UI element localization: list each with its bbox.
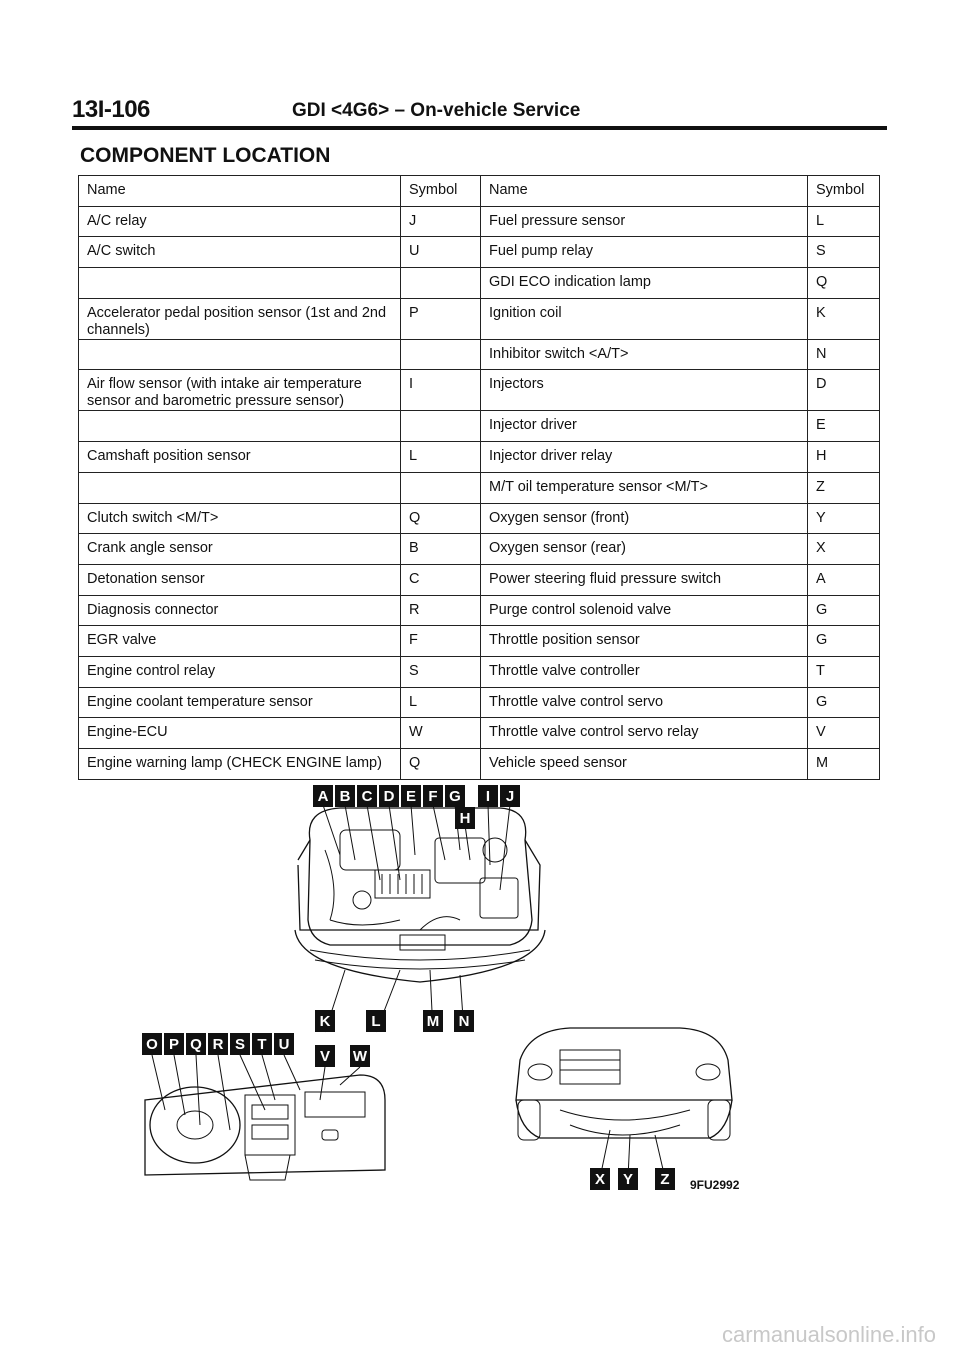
component-name: EGR valve — [79, 626, 401, 657]
callout-label — [350, 1045, 370, 1067]
component-symbol: Q — [401, 749, 481, 780]
component-symbol: Z — [808, 472, 880, 503]
component-symbol: G — [808, 595, 880, 626]
component-symbol: L — [401, 687, 481, 718]
component-name: Engine warning lamp (CHECK ENGINE lamp) — [79, 749, 401, 780]
callout-letter: Y — [622, 1171, 634, 1188]
component-symbol: I — [401, 370, 481, 411]
callout-label — [142, 1033, 162, 1055]
component-symbol: E — [808, 411, 880, 442]
component-name: A/C relay — [79, 206, 401, 237]
component-name: Air flow sensor (with intake air temperature sensor and barometric pressure sensor) — [79, 370, 401, 411]
callout-label — [186, 1033, 206, 1055]
component-symbol — [401, 472, 481, 503]
callout-letter: C — [361, 788, 373, 805]
component-name: Diagnosis connector — [79, 595, 401, 626]
callout-letter: O — [146, 1036, 158, 1053]
section-title: COMPONENT LOCATION — [80, 144, 331, 167]
component-name: Fuel pressure sensor — [481, 206, 808, 237]
component-symbol: L — [808, 206, 880, 237]
component-symbol: Q — [401, 503, 481, 534]
component-name: A/C switch — [79, 237, 401, 268]
page-title: GDI <4G6> – On-vehicle Service — [292, 100, 581, 121]
component-symbol: B — [401, 534, 481, 565]
callout-label — [313, 785, 333, 807]
component-name: Throttle valve control servo — [481, 687, 808, 718]
leader-lines — [152, 805, 665, 1178]
page-header — [72, 96, 887, 130]
table-row — [79, 370, 880, 411]
table-row — [79, 298, 880, 339]
component-name — [79, 472, 401, 503]
callout-letter: Z — [660, 1171, 670, 1188]
table-row — [79, 595, 880, 626]
table-row — [79, 718, 880, 749]
component-name: Engine control relay — [79, 656, 401, 687]
component-symbol: G — [808, 626, 880, 657]
callout-letter: Q — [190, 1036, 202, 1053]
callout-letter: X — [594, 1171, 606, 1188]
component-name: Crank angle sensor — [79, 534, 401, 565]
callout-letter: A — [317, 788, 329, 805]
component-name: Engine coolant temperature sensor — [79, 687, 401, 718]
callout-letter: F — [428, 788, 438, 805]
callout-label — [478, 785, 498, 807]
callout-letter: K — [319, 1013, 331, 1030]
component-name: GDI ECO indication lamp — [481, 268, 808, 299]
component-symbol: D — [808, 370, 880, 411]
component-symbol: N — [808, 339, 880, 370]
component-name: Injectors — [481, 370, 808, 411]
component-name: Accelerator pedal position sensor (1st and 2nd channels) — [79, 298, 401, 339]
component-symbol: J — [401, 206, 481, 237]
callout-label — [401, 785, 421, 807]
component-symbol: V — [808, 718, 880, 749]
callout-label — [445, 785, 465, 807]
callout-letter: U — [278, 1036, 290, 1053]
header-symbol: Symbol — [808, 176, 880, 207]
table-row — [79, 503, 880, 534]
component-name — [79, 339, 401, 370]
component-name: Throttle position sensor — [481, 626, 808, 657]
callout-label — [164, 1033, 184, 1055]
callout-letter: L — [371, 1013, 381, 1030]
callout-letter: N — [458, 1013, 470, 1030]
component-symbol: R — [401, 595, 481, 626]
callout-letter: J — [505, 788, 515, 805]
component-name — [79, 268, 401, 299]
component-symbol: F — [401, 626, 481, 657]
component-name: Oxygen sensor (rear) — [481, 534, 808, 565]
component-table — [78, 175, 880, 780]
table-row — [79, 411, 880, 442]
component-name: Oxygen sensor (front) — [481, 503, 808, 534]
watermark-footer: carmanualsonline.info — [721, 1322, 936, 1347]
table-header-row — [79, 176, 880, 207]
component-name: Clutch switch <M/T> — [79, 503, 401, 534]
component-symbol: S — [808, 237, 880, 268]
callout-label — [423, 1010, 443, 1032]
component-symbol — [401, 411, 481, 442]
component-symbol: P — [401, 298, 481, 339]
underbody-drawing — [516, 1028, 732, 1140]
table-row — [79, 472, 880, 503]
callout-label — [454, 1010, 474, 1032]
callout-label — [618, 1168, 638, 1190]
callout-letter: H — [459, 810, 471, 827]
component-symbol: M — [808, 749, 880, 780]
component-name: Injector driver relay — [481, 442, 808, 473]
component-symbol: G — [808, 687, 880, 718]
callout-letter: E — [405, 788, 417, 805]
component-name: Ignition coil — [481, 298, 808, 339]
callout-label — [230, 1033, 250, 1055]
table-row — [79, 442, 880, 473]
callout-label — [423, 785, 443, 807]
callout-label — [366, 1010, 386, 1032]
component-name: Injector driver — [481, 411, 808, 442]
component-symbol: X — [808, 534, 880, 565]
component-symbol: A — [808, 564, 880, 595]
component-name: Throttle valve control servo relay — [481, 718, 808, 749]
component-name: Detonation sensor — [79, 564, 401, 595]
callout-letter: V — [319, 1048, 331, 1065]
callout-letter: D — [383, 788, 395, 805]
figure-code: 9FU2992 — [690, 1178, 740, 1192]
component-symbol: H — [808, 442, 880, 473]
callout-label — [274, 1033, 294, 1055]
table-row — [79, 656, 880, 687]
callout-letter: S — [234, 1036, 246, 1053]
callout-label — [335, 785, 355, 807]
component-symbol: K — [808, 298, 880, 339]
callout-label — [500, 785, 520, 807]
callout-letter: W — [352, 1048, 368, 1065]
component-name: Vehicle speed sensor — [481, 749, 808, 780]
table-row — [79, 626, 880, 657]
component-name: M/T oil temperature sensor <M/T> — [481, 472, 808, 503]
callout-letter: T — [257, 1036, 267, 1053]
callout-label — [455, 807, 475, 829]
callout-label — [252, 1033, 272, 1055]
header-symbol: Symbol — [401, 176, 481, 207]
callout-letter: M — [426, 1013, 440, 1030]
component-symbol: T — [808, 656, 880, 687]
component-symbol: Y — [808, 503, 880, 534]
callout-label — [379, 785, 399, 807]
component-location-figure — [100, 770, 800, 1210]
callout-label — [357, 785, 377, 807]
table-row — [79, 564, 880, 595]
component-symbol: S — [401, 656, 481, 687]
component-name: Camshaft position sensor — [79, 442, 401, 473]
callout-label — [655, 1168, 675, 1190]
table-row — [79, 206, 880, 237]
callout-letter: P — [168, 1036, 180, 1053]
component-symbol: C — [401, 564, 481, 595]
callout-letter: B — [339, 788, 351, 805]
component-name — [79, 411, 401, 442]
callout-label — [315, 1045, 335, 1067]
component-symbol: L — [401, 442, 481, 473]
component-symbol: U — [401, 237, 481, 268]
component-name: Purge control solenoid valve — [481, 595, 808, 626]
component-name: Inhibitor switch <A/T> — [481, 339, 808, 370]
callout-label — [208, 1033, 228, 1055]
callout-label — [590, 1168, 610, 1190]
table-row — [79, 237, 880, 268]
callout-labels — [142, 785, 675, 1190]
component-name: Throttle valve controller — [481, 656, 808, 687]
table-row — [79, 268, 880, 299]
component-name: Fuel pump relay — [481, 237, 808, 268]
callout-letter: R — [212, 1036, 224, 1053]
header-name: Name — [79, 176, 401, 207]
callout-label — [315, 1010, 335, 1032]
header-name: Name — [481, 176, 808, 207]
component-name: Power steering fluid pressure switch — [481, 564, 808, 595]
table-row — [79, 687, 880, 718]
table-row — [79, 339, 880, 370]
component-symbol — [401, 339, 481, 370]
page-number: 13I-106 — [72, 96, 150, 123]
callout-letter: G — [449, 788, 461, 805]
component-symbol — [401, 268, 481, 299]
callout-letter: I — [485, 788, 491, 805]
table-row — [79, 534, 880, 565]
component-name: Engine-ECU — [79, 718, 401, 749]
component-symbol: W — [401, 718, 481, 749]
component-symbol: Q — [808, 268, 880, 299]
